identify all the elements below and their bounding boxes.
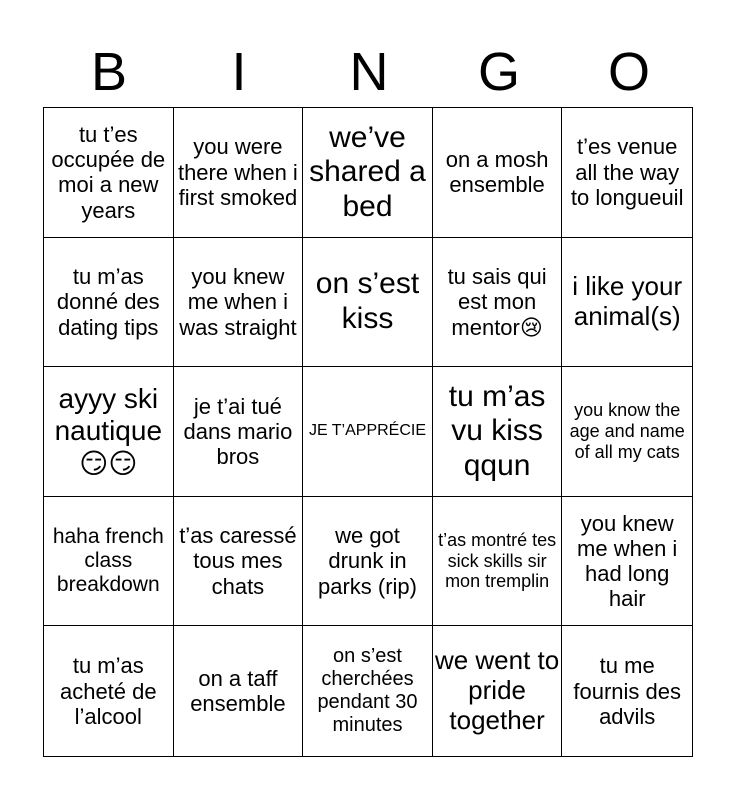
bingo-free-space[interactable]: [303, 367, 433, 497]
bingo-cell[interactable]: [44, 626, 174, 756]
bingo-cell[interactable]: [433, 367, 563, 497]
cell-text: you were there when i first smoked: [177, 134, 298, 210]
cell-text: you know the age and name of all my cats: [569, 400, 685, 462]
title-letter-o: O: [607, 42, 650, 102]
cell-text: you knew me when i had long hair: [577, 510, 678, 612]
bingo-cell[interactable]: [433, 238, 563, 368]
bingo-board: [43, 107, 693, 757]
title-letter-i: I: [231, 42, 247, 102]
cell-text: tu m’as acheté de l’alcool: [59, 653, 157, 729]
bingo-cell[interactable]: [174, 108, 304, 238]
cell-text: haha french class breakdown: [52, 524, 164, 597]
cell-text: ayyy ski nautique 😏😏: [54, 383, 163, 479]
bingo-cell[interactable]: [562, 367, 692, 497]
cell-text: tu m’as vu kiss qqun: [448, 379, 546, 482]
title-letter-b: B: [90, 42, 128, 102]
bingo-cell[interactable]: [44, 497, 174, 627]
bingo-cell[interactable]: [433, 108, 563, 238]
cell-text: we got drunk in parks (rip): [317, 523, 417, 599]
bingo-cell[interactable]: [44, 108, 174, 238]
bingo-cell[interactable]: [303, 238, 433, 368]
cell-text: tu t’es occupée de moi a new years: [51, 121, 166, 223]
bingo-cell[interactable]: [433, 497, 563, 627]
cell-text: we’ve shared a bed: [309, 120, 426, 223]
cell-text: on s’est kiss: [315, 267, 420, 335]
cell-text: you knew me when i was straight: [179, 263, 297, 340]
bingo-cell[interactable]: [303, 626, 433, 756]
bingo-title: [44, 40, 694, 104]
bingo-cell[interactable]: [562, 626, 692, 756]
title-letter-n: N: [349, 42, 389, 102]
bingo-cell[interactable]: [44, 238, 174, 368]
bingo-cell[interactable]: [562, 497, 692, 627]
cell-text: we went to pride together: [434, 645, 560, 736]
bingo-cell[interactable]: [562, 238, 692, 368]
cell-text: JE T’APPRÉCIE: [308, 422, 427, 440]
cell-text: tu m’as donné des dating tips: [56, 263, 160, 340]
cell-text: t’as caressé tous mes chats: [179, 523, 297, 599]
bingo-cell[interactable]: [44, 367, 174, 497]
cell-text: on s’est cherchées pendant 30 minutes: [317, 645, 418, 737]
bingo-cell[interactable]: [174, 367, 304, 497]
cell-text: tu sais qui est mon mentor😢: [447, 263, 547, 340]
bingo-cell[interactable]: [562, 108, 692, 238]
cell-text: t’as montré tes sick skills sir mon tremplin: [438, 530, 557, 592]
bingo-cell[interactable]: [303, 497, 433, 627]
cell-text: on a taff ensemble: [190, 665, 286, 717]
bingo-cell[interactable]: [303, 108, 433, 238]
cell-text: i like your animal(s): [572, 271, 683, 331]
bingo-cell[interactable]: [174, 238, 304, 368]
cell-text: t’es venue all the way to longueuil: [570, 134, 684, 210]
cell-text: tu me fournis des advils: [573, 653, 681, 729]
cell-text: je t’ai tué dans mario bros: [183, 393, 293, 470]
bingo-cell[interactable]: [174, 626, 304, 756]
cell-text: on a mosh ensemble: [445, 147, 549, 198]
bingo-cell[interactable]: [433, 626, 563, 756]
bingo-cell[interactable]: [174, 497, 304, 627]
title-letter-g: G: [477, 42, 520, 102]
